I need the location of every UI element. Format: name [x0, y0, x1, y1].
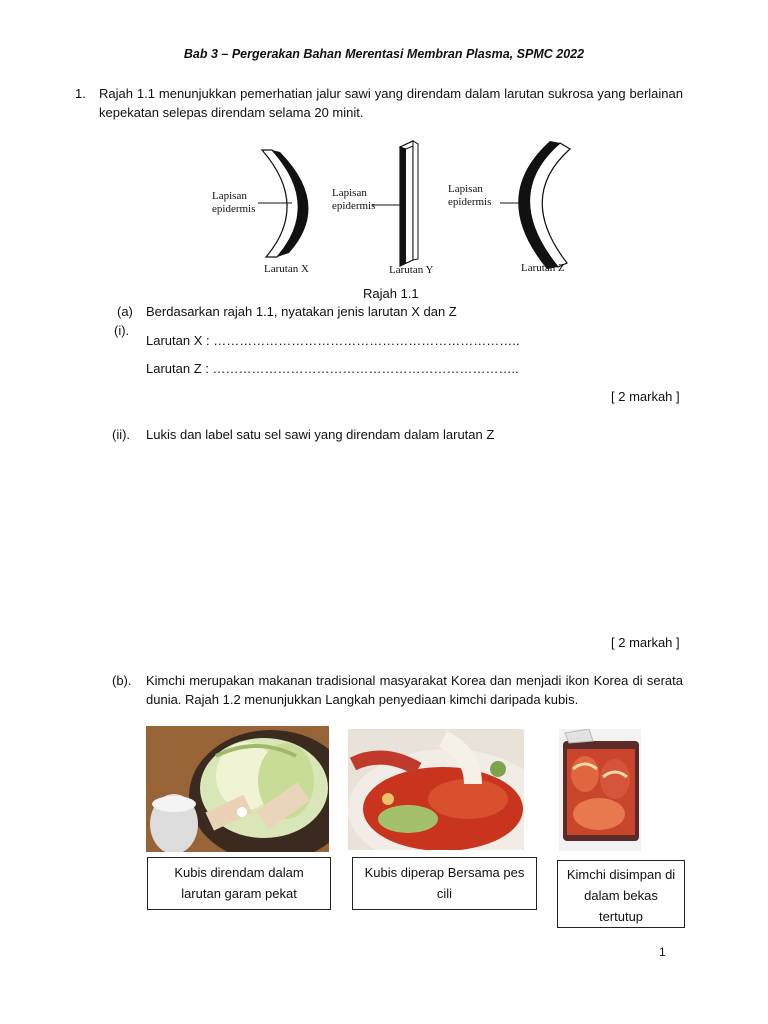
page-header: Bab 3 – Pergerakan Bahan Merentasi Membran Plasma, SPMC 2022	[183, 47, 585, 61]
part-a-ii-question: Lukis dan label satu sel sawi yang direndam dalam larutan Z	[146, 427, 495, 442]
photo-chili-paste	[348, 729, 524, 850]
part-b-label: (b).	[112, 673, 132, 688]
page-number: 1	[659, 945, 666, 959]
label-larutan-x: Larutan X	[264, 263, 309, 275]
step-1-text: Kubis direndam dalam larutan garam pekat	[174, 865, 304, 901]
part-b-text: Kimchi merupakan makanan tradisional masyarakat Korea dan menjadi ikon Korea di serata dunia. Rajah 1.2 menunjukkan Langkah penyediaan kimchi daripada kubis.	[146, 673, 683, 707]
step-2-text: Kubis diperap Bersama pes cili	[364, 865, 525, 901]
question-intro: Rajah 1.1 menunjukkan pemerhatian jalur sawi yang direndam dalam larutan sukrosa yang berlainan kepekatan selepas direndam selama 20 minit.	[99, 86, 683, 120]
strip-y	[400, 141, 418, 266]
marks-a-ii: [ 2 markah ]	[611, 635, 680, 650]
label-epidermis-y: Lapisan epidermis	[332, 187, 376, 212]
figure-1-1	[200, 135, 580, 280]
step-1-box	[147, 857, 331, 910]
label-epidermis-z: Lapisan epidermis	[448, 183, 492, 208]
label-larutan-z: Larutan Z	[521, 262, 565, 274]
marks-a-i: [ 2 markah ]	[611, 389, 680, 404]
drawing-area[interactable]	[146, 450, 683, 620]
step-2-box	[352, 857, 537, 910]
part-a-question: Berdasarkan rajah 1.1, nyatakan jenis larutan X dan Z	[146, 304, 457, 319]
part-a-ii-label: (ii).	[112, 427, 131, 442]
step-3-text: Kimchi disimpan di dalam bekas tertutup	[566, 867, 676, 924]
strip-z	[518, 141, 570, 269]
step-3-box	[557, 860, 685, 928]
answer-line-z[interactable]: Larutan Z : ……………………………………………………………..	[146, 361, 519, 376]
part-a-sub-label: (i).	[114, 323, 130, 338]
label-epidermis-x: Lapisan epidermis	[212, 190, 256, 215]
label-larutan-y: Larutan Y	[389, 264, 434, 276]
part-a-label: (a)	[117, 304, 133, 319]
answer-line-x[interactable]: Larutan X : ……………………………………………………………..	[146, 333, 520, 348]
photo-kimchi-container	[559, 729, 641, 851]
figure-caption: Rajah 1.1	[363, 286, 419, 301]
photo-cabbage-soaking	[146, 726, 329, 852]
question-number: 1.	[75, 86, 86, 101]
